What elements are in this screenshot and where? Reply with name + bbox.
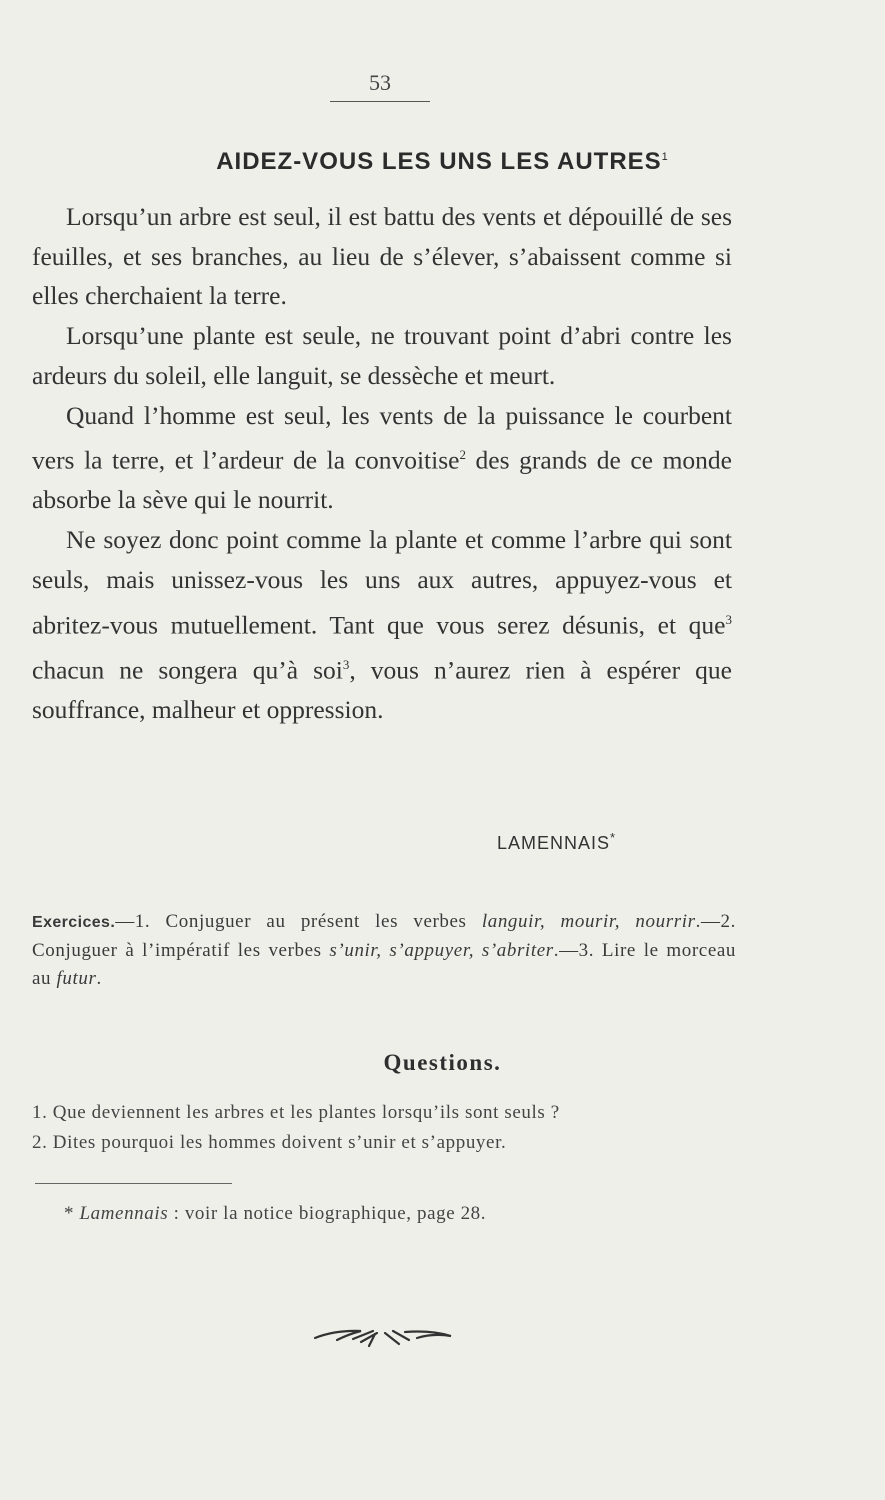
paragraph-4 xyxy=(32,520,732,730)
exercise-end: . xyxy=(96,968,102,989)
exercises-label: Exercices. xyxy=(32,914,116,931)
exercise-3-text: .—3. Lire le morceau au xyxy=(32,940,736,989)
page-number-rule xyxy=(330,101,430,102)
exercises xyxy=(32,908,736,993)
paragraph-4-part-a: Ne soyez donc point comme la plante et comme l’arbre qui sont seuls, mais unissez-vous les uns aux autres, appuyez-vous et abritez-vous mutuellement. Tant que vous serez désunis, et que xyxy=(32,525,732,640)
exercise-3-tense: futur xyxy=(56,968,97,989)
questions-list xyxy=(32,1098,752,1158)
paragraph-1: Lorsqu’un arbre est seul, il est battu des vents et dépouillé de ses feuilles, et ses branches, au lieu de s’élever, s’abaissent comme si elles cherchaient la terre. xyxy=(32,202,732,311)
exercise-1-text: —1. Conjuguer au présent les verbes xyxy=(115,911,482,932)
footnote-rule xyxy=(35,1183,232,1184)
footnote-text: : voir la notice biographique, page 28. xyxy=(168,1203,487,1224)
exercise-2-verbs: s’unir, s’appuyer, s’abriter xyxy=(329,940,554,961)
title-note-mark: 1 xyxy=(661,151,669,163)
paragraph-3 xyxy=(32,396,732,521)
footnote-mark: * xyxy=(64,1203,80,1224)
paragraph-3-part-b: des grands de ce monde absorbe la sève qui le nourrit. xyxy=(32,445,732,515)
chapter-title xyxy=(0,148,885,176)
exercise-2-text: .—2. Conjuguer à l’impératif les verbes xyxy=(32,911,737,961)
ornament-flourish xyxy=(313,1324,453,1348)
note-mark-3a: 3 xyxy=(725,611,732,627)
page-number: 53 xyxy=(369,70,391,95)
footnote xyxy=(64,1203,486,1225)
footnote-author: Lamennais xyxy=(79,1203,169,1224)
question-2: 2. Dites pourquoi les hommes doivent s’unir et s’appuyer. xyxy=(32,1132,507,1153)
paragraph-4-part-b: chacun ne songera qu’à soi xyxy=(32,655,343,685)
author-mark: * xyxy=(610,830,617,845)
note-mark-2: 2 xyxy=(459,447,466,463)
author-signature xyxy=(497,830,616,854)
chapter-title-text: AIDEZ-VOUS LES UNS LES AUTRES xyxy=(216,148,662,175)
question-1: 1. Que deviennent les arbres et les plantes lorsqu’ils sont seuls ? xyxy=(32,1102,560,1123)
questions-title: Questions. xyxy=(383,1050,502,1075)
body-text xyxy=(32,197,732,730)
paragraph-3-part-a: Quand l’homme est seul, les vents de la puissance le courbent vers la terre, et l’ardeur de la convoitise xyxy=(32,400,732,475)
paragraph-2: Lorsqu’une plante est seule, ne trouvant point d’abri contre les ardeurs du soleil, elle languit, se dessèche et meurt. xyxy=(32,321,732,390)
paragraph-4-part-c: , vous n’aurez rien à espérer que souffrance, malheur et oppression. xyxy=(32,655,732,724)
note-mark-3b: 3 xyxy=(342,656,350,672)
exercise-1-verbs: languir, mourir, nourrir xyxy=(481,911,696,932)
author-name: LAMENNAIS xyxy=(497,833,611,853)
